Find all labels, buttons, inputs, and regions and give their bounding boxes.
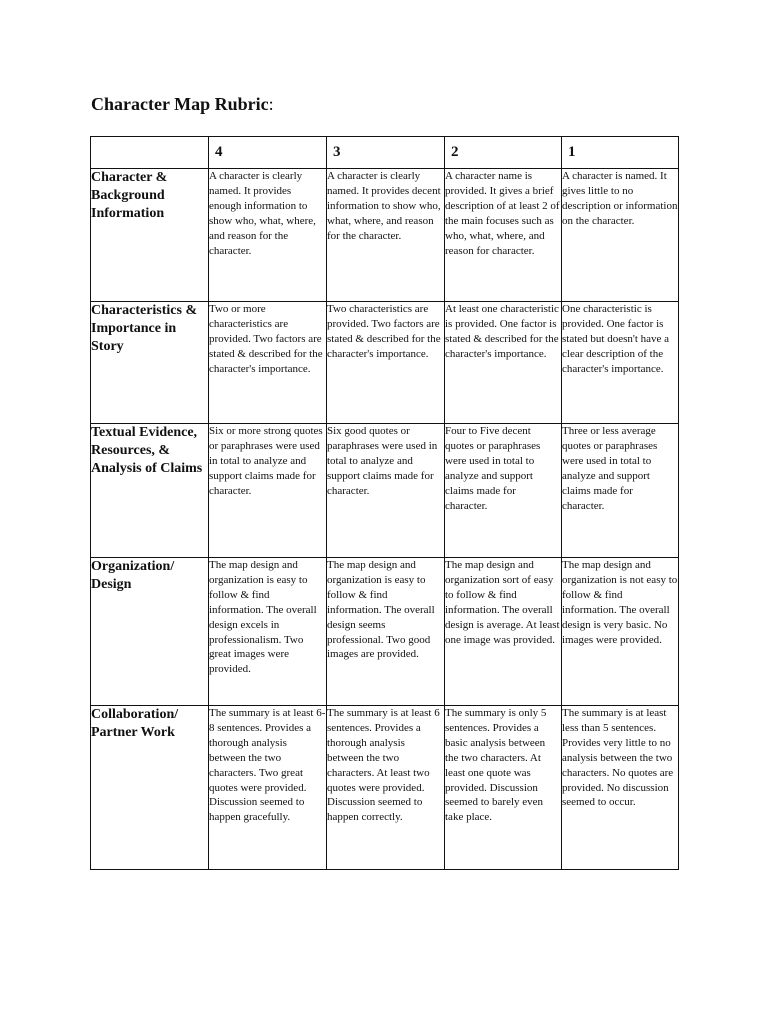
page-title [91, 94, 274, 115]
descriptor-cell-score-3: A character is clearly named. It provides decent information to show who, what, where, and reason for the character. [327, 169, 445, 302]
title-colon: : [268, 94, 274, 114]
descriptor-cell-score-2: The summary is only 5 sentences. Provides a basic analysis between the two characters. At least one quote was provided. Discussion seemed to barely even take place. [445, 706, 562, 870]
descriptor-cell-score-2: The map design and organization sort of easy to follow & find information. The overall design is average. At least one image was provided. [445, 558, 562, 706]
criterion-label: Textual Evidence, Resources, & Analysis of Claims [91, 424, 209, 558]
descriptor-cell-score-3: The map design and organization is easy to follow & find information. The overall design seems professional. Two good images are provided. [327, 558, 445, 706]
descriptor-cell-score-4: Two or more characteristics are provided. Two factors are stated & described for the character's importance. [209, 302, 327, 424]
criterion-label: Collaboration/ Partner Work [91, 706, 209, 870]
criterion-label: Characteristics & Importance in Story [91, 302, 209, 424]
descriptor-cell-score-1: The map design and organization is not easy to follow & find information. The overall design is very basic. No images were provided. [562, 558, 679, 706]
rubric-row-textual-evidence [91, 424, 679, 558]
score-header-1: 1 [562, 137, 679, 169]
descriptor-cell-score-4: The map design and organization is easy to follow & find information. The overall design excels in professionalism. Two great images were provided. [209, 558, 327, 706]
descriptor-cell-score-2: A character name is provided. It gives a brief description of at least 2 of the main focuses such as who, what, where, and reason for character. [445, 169, 562, 302]
title-text: Character Map Rubric [91, 94, 269, 114]
descriptor-cell-score-1: One characteristic is provided. One factor is stated but doesn't have a clear description of the character's importance. [562, 302, 679, 424]
header-row [91, 137, 679, 169]
rubric-row-organization-design [91, 558, 679, 706]
descriptor-cell-score-2: Four to Five decent quotes or paraphrases were used in total to analyze and support claims made for character. [445, 424, 562, 558]
descriptor-cell-score-3: Six good quotes or paraphrases were used in total to analyze and support claims made for character. [327, 424, 445, 558]
rubric-row-collaboration [91, 706, 679, 870]
header-corner-cell [91, 137, 209, 169]
score-header-4: 4 [209, 137, 327, 169]
descriptor-cell-score-1: Three or less average quotes or paraphrases were used in total to analyze and support claims made for character. [562, 424, 679, 558]
descriptor-cell-score-1: A character is named. It gives little to no description or information on the character. [562, 169, 679, 302]
score-header-3: 3 [327, 137, 445, 169]
score-header-2: 2 [445, 137, 562, 169]
rubric-row-characteristics [91, 302, 679, 424]
criterion-label: Character & Background Information [91, 169, 209, 302]
descriptor-cell-score-4: Six or more strong quotes or paraphrases were used in total to analyze and support claims made for character. [209, 424, 327, 558]
rubric-table [90, 136, 679, 870]
descriptor-cell-score-4: A character is clearly named. It provides enough information to show who, what, where, and reason for the character. [209, 169, 327, 302]
criterion-label: Organization/ Design [91, 558, 209, 706]
descriptor-cell-score-1: The summary is at least less than 5 sentences. Provides very little to no analysis between the two characters. No quotes are provided. No discussion seemed to occur. [562, 706, 679, 870]
descriptor-cell-score-3: Two characteristics are provided. Two factors are stated & described for the character's importance. [327, 302, 445, 424]
descriptor-cell-score-4: The summary is at least 6-8 sentences. Provides a thorough analysis between the two characters. Two great quotes were provided. Discussion seemed to happen gracefully. [209, 706, 327, 870]
rubric-row-character-background [91, 169, 679, 302]
descriptor-cell-score-2: At least one characteristic is provided. One factor is stated & described for the character's importance. [445, 302, 562, 424]
descriptor-cell-score-3: The summary is at least 6 sentences. Provides a thorough analysis between the two characters. At least two quotes were provided. Discussion seemed to happen correctly. [327, 706, 445, 870]
